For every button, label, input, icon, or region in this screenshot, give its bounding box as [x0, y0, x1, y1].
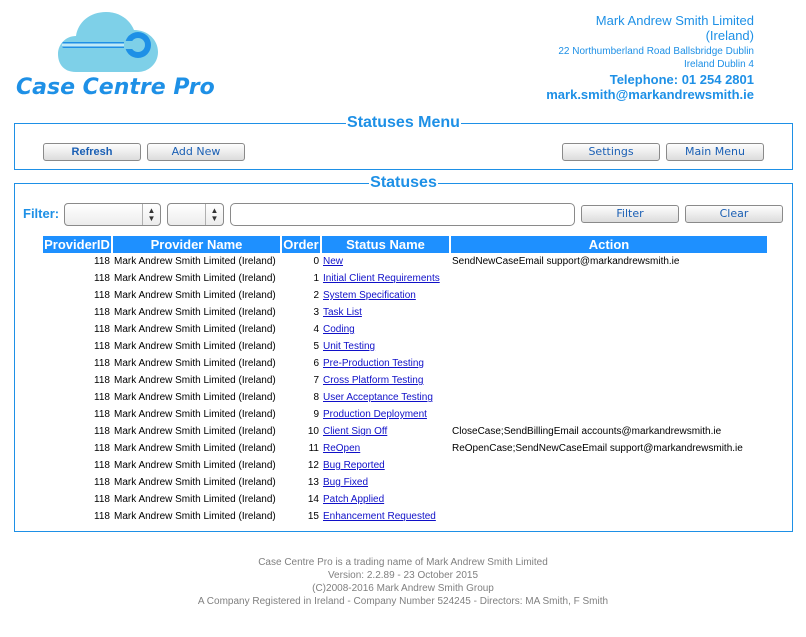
- cell-provider-name: Mark Andrew Smith Limited (Ireland): [114, 511, 276, 522]
- cell-order: 15: [307, 511, 319, 522]
- cell-status-name: [322, 423, 449, 440]
- cell-order: 13: [307, 477, 319, 488]
- cell-provider-id: 118: [94, 477, 110, 488]
- updown-arrows-icon: ▲ ▼: [142, 204, 160, 225]
- cell-status-name: [322, 389, 449, 406]
- logo[interactable]: [16, 8, 216, 108]
- cell-provider-name: Mark Andrew Smith Limited (Ireland): [114, 392, 276, 403]
- footer-trading-name: Case Centre Pro is a trading name of Mark Andrew Smith Limited: [258, 557, 548, 568]
- table-row: [43, 287, 767, 304]
- cell-order: 9: [313, 409, 319, 420]
- cell-status-name: [322, 355, 449, 372]
- cell-provider-id: 118: [94, 324, 110, 335]
- status-name-link[interactable]: User Acceptance Testing: [323, 392, 433, 403]
- cell-order: 4: [313, 324, 319, 335]
- cell-status-name: [322, 287, 449, 304]
- statuses-menu-panel: [14, 114, 793, 170]
- cell-action: [451, 321, 767, 338]
- cell-order: 14: [307, 494, 319, 505]
- table-row: [43, 440, 767, 457]
- cell-provider-name: Mark Andrew Smith Limited (Ireland): [114, 256, 276, 267]
- cell-provider-id: 118: [94, 443, 110, 454]
- company-name: Mark Andrew Smith Limited: [595, 13, 754, 28]
- cell-order: 1: [313, 273, 319, 284]
- column-header-status-name[interactable]: Status Name: [322, 236, 449, 253]
- statuses-panel: [14, 174, 793, 532]
- filter-field-select[interactable]: [64, 203, 161, 226]
- cell-status-name: [322, 440, 449, 457]
- cell-order: 8: [313, 392, 319, 403]
- cell-status-name: [322, 372, 449, 389]
- footer: [0, 556, 806, 608]
- cell-provider-name: Mark Andrew Smith Limited (Ireland): [114, 426, 276, 437]
- cell-provider-id: 118: [94, 307, 110, 318]
- cell-status-name: [322, 406, 449, 423]
- cell-action: [451, 355, 767, 372]
- table-row: [43, 372, 767, 389]
- statuses-menu-legend: Statuses Menu: [347, 114, 460, 131]
- table-row: [43, 321, 767, 338]
- cell-provider-id: 118: [94, 290, 110, 301]
- table-body: [43, 253, 767, 525]
- footer-copyright: (C)2008-2016 Mark Andrew Smith Group: [312, 583, 494, 594]
- cell-provider-name: Mark Andrew Smith Limited (Ireland): [114, 307, 276, 318]
- cell-action: [451, 338, 767, 355]
- table-row: [43, 338, 767, 355]
- status-name-link[interactable]: Cross Platform Testing: [323, 375, 424, 386]
- cell-order: 7: [313, 375, 319, 386]
- cell-action: [451, 287, 767, 304]
- footer-version: Version: 2.2.89 - 23 October 2015: [327, 570, 479, 581]
- column-header-provider-id[interactable]: ProviderID: [44, 237, 110, 252]
- status-name-link[interactable]: New: [323, 256, 344, 267]
- column-header-order[interactable]: Order: [283, 237, 319, 252]
- cell-status-name: [322, 253, 449, 270]
- cell-order: 10: [307, 426, 319, 437]
- cell-provider-name: Mark Andrew Smith Limited (Ireland): [114, 273, 276, 284]
- cloud-key-icon: [58, 8, 158, 74]
- cell-action: [451, 474, 767, 491]
- table-row: [43, 270, 767, 287]
- column-header-action[interactable]: Action: [451, 236, 767, 253]
- cell-provider-name: Mark Andrew Smith Limited (Ireland): [114, 341, 276, 352]
- table-row: [43, 389, 767, 406]
- cell-provider-name: Mark Andrew Smith Limited (Ireland): [114, 409, 276, 420]
- refresh-button[interactable]: Refresh: [43, 143, 141, 161]
- cell-provider-id: 118: [94, 375, 110, 386]
- status-name-link[interactable]: Coding: [323, 324, 355, 335]
- cell-action: [451, 270, 767, 287]
- table-row: [43, 355, 767, 372]
- cell-order: 6: [313, 358, 319, 369]
- cell-order: 2: [313, 290, 319, 301]
- cell-provider-name: Mark Andrew Smith Limited (Ireland): [114, 494, 276, 505]
- status-name-link[interactable]: Production Deployment: [323, 409, 427, 420]
- cell-order: 3: [313, 307, 319, 318]
- status-name-link[interactable]: Bug Reported: [323, 460, 385, 471]
- cell-status-name: [322, 457, 449, 474]
- status-name-link[interactable]: Task List: [323, 307, 362, 318]
- cell-action: [451, 304, 767, 321]
- cell-order: 5: [313, 341, 319, 352]
- filter-operator-select[interactable]: [167, 203, 224, 226]
- cell-provider-name: Mark Andrew Smith Limited (Ireland): [114, 443, 276, 454]
- status-name-link[interactable]: System Specification: [323, 290, 416, 301]
- cell-provider-name: Mark Andrew Smith Limited (Ireland): [114, 290, 276, 301]
- cell-status-name: [322, 474, 449, 491]
- cell-action: SendNewCaseEmail support@markandrewsmith.ie: [452, 256, 680, 267]
- filter-button[interactable]: Filter: [581, 205, 679, 223]
- company-address-line2: Ireland Dublin 4: [683, 59, 754, 70]
- add-new-button[interactable]: Add New: [147, 143, 245, 161]
- cell-status-name: [322, 491, 449, 508]
- cell-action: CloseCase;SendBillingEmail accounts@markandrewsmith.ie: [452, 426, 722, 437]
- table-header-row: [43, 236, 767, 253]
- status-name-link[interactable]: Bug Fixed: [323, 477, 369, 488]
- app-logo-text: Case Centre Pro: [16, 75, 215, 100]
- cell-status-name: [322, 304, 449, 321]
- status-name-link[interactable]: Pre-Production Testing: [323, 358, 424, 369]
- filter-label: Filter:: [23, 206, 60, 221]
- table-row: [43, 253, 767, 270]
- table-row: [43, 304, 767, 321]
- cell-order: 0: [313, 256, 319, 267]
- column-header-provider-name[interactable]: Provider Name: [113, 236, 280, 253]
- status-name-link[interactable]: Unit Testing: [323, 341, 376, 352]
- cell-action: ReOpenCase;SendNewCaseEmail support@markandrewsmith.ie: [452, 443, 743, 454]
- table-row: [43, 474, 767, 491]
- cell-action: [451, 491, 767, 508]
- cell-provider-id: 118: [94, 358, 110, 369]
- table-row: [43, 457, 767, 474]
- company-email: mark.smith@markandrewsmith.ie: [546, 87, 754, 102]
- cell-provider-id: 118: [94, 511, 110, 522]
- cell-action: [451, 372, 767, 389]
- status-name-link[interactable]: Initial Client Requirements: [323, 273, 440, 284]
- table-row: [43, 508, 767, 525]
- cell-provider-name: Mark Andrew Smith Limited (Ireland): [114, 358, 276, 369]
- cell-action: [451, 406, 767, 423]
- cell-provider-id: 118: [94, 273, 110, 284]
- cell-provider-name: Mark Andrew Smith Limited (Ireland): [114, 460, 276, 471]
- clear-button[interactable]: Clear: [685, 205, 783, 223]
- cell-provider-id: 118: [94, 392, 110, 403]
- company-address-line1: 22 Northumberland Road Ballsbridge Dublin: [558, 46, 754, 57]
- statuses-legend: Statuses: [370, 174, 437, 191]
- cell-action: [451, 508, 767, 525]
- cell-action: [451, 457, 767, 474]
- cell-status-name: [322, 338, 449, 355]
- company-info: [546, 13, 754, 102]
- cell-provider-name: Mark Andrew Smith Limited (Ireland): [114, 324, 276, 335]
- cell-provider-id: 118: [94, 409, 110, 420]
- cell-provider-id: 118: [94, 460, 110, 471]
- cell-provider-name: Mark Andrew Smith Limited (Ireland): [114, 477, 276, 488]
- cell-order: 11: [308, 443, 319, 454]
- status-name-link[interactable]: ReOpen: [323, 443, 361, 454]
- cell-action: [451, 389, 767, 406]
- cell-provider-id: 118: [94, 256, 110, 267]
- status-name-link[interactable]: Patch Applied: [323, 494, 385, 505]
- cell-provider-id: 118: [94, 426, 110, 437]
- cell-status-name: [322, 508, 449, 525]
- status-name-link[interactable]: Enhancement Requested: [323, 511, 436, 522]
- main-menu-button[interactable]: Main Menu: [666, 143, 764, 161]
- cell-order: 12: [307, 460, 319, 471]
- cell-status-name: [322, 270, 449, 287]
- table-row: [43, 491, 767, 508]
- table-row: [43, 423, 767, 440]
- cell-status-name: [322, 321, 449, 338]
- statuses-table: [41, 236, 769, 525]
- updown-arrows-icon: ▲ ▼: [205, 204, 223, 225]
- filter-text-input[interactable]: [230, 203, 575, 226]
- cell-provider-id: 118: [94, 341, 110, 352]
- company-name-country: (Ireland): [705, 28, 754, 43]
- footer-registration: A Company Registered in Ireland - Company Number 524245 - Directors: MA Smith, F Smith: [197, 596, 609, 607]
- status-name-link[interactable]: Client Sign Off: [323, 426, 388, 437]
- cell-provider-name: Mark Andrew Smith Limited (Ireland): [114, 375, 276, 386]
- cell-provider-id: 118: [94, 494, 110, 505]
- company-telephone: Telephone: 01 254 2801: [609, 72, 754, 87]
- table-row: [43, 406, 767, 423]
- settings-button[interactable]: Settings: [562, 143, 660, 161]
